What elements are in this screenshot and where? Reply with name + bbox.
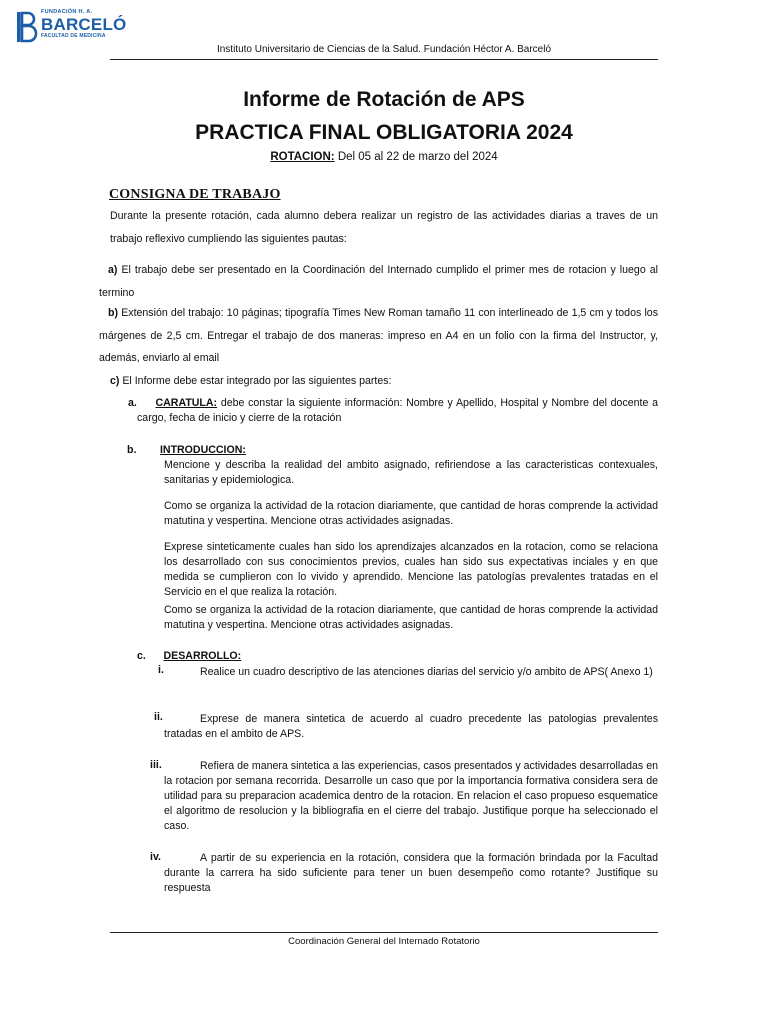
part-c-label: DESARROLLO: <box>163 650 242 662</box>
footer-divider <box>110 932 658 933</box>
logo-fundacion: FUNDACIÓN H. A. <box>41 9 93 15</box>
item-a <box>99 259 658 304</box>
logo-name: BARCELÓ <box>41 15 127 34</box>
part-c-marker: c. <box>137 650 146 662</box>
institution-logo <box>14 9 127 45</box>
part-caratula <box>128 396 658 426</box>
document-subtitle: PRACTICA FINAL OBLIGATORIA 2024 <box>195 121 573 144</box>
part-a-text: debe constar la siguiente información: Nombre y Apellido, Hospital y Nombre del docente a cargo, fecha de inicio y cierre de la rotación <box>137 397 658 424</box>
document-title: Informe de Rotación de APS <box>243 88 525 111</box>
logo-facultad: FACULTAD DE MEDICINA <box>41 33 106 39</box>
item-b <box>99 302 658 370</box>
desarrollo-iv-marker: iv. <box>150 851 161 863</box>
desarrollo-i-marker: i. <box>158 664 164 676</box>
desarrollo-ii-marker: ii. <box>154 711 163 723</box>
barcelo-logo-icon <box>14 11 38 43</box>
intro-paragraph-2: Como se organiza la actividad de la rotacion diariamente, que cantidad de horas comprende la actividad matutina y vespertina. Mencione otras actividades asignadas. <box>164 500 658 527</box>
rotation-dates <box>0 151 768 163</box>
item-a-marker: a) <box>108 264 118 276</box>
consigna-intro: Durante la presente rotación, cada alumno debera realizar un registro de las actividades diarias a traves de un trabajo reflexivo cumpliendo las siguientes pautas: <box>110 210 658 245</box>
desarrollo-ii-text: Exprese de manera sintetica de acuerdo al cuadro precedente las patologias prevalentes tratadas en el ambito de APS. <box>164 713 658 740</box>
desarrollo-i-text: Realice un cuadro descriptivo de las atenciones diarias del servicio y/o ambito de APS( Anexo 1) <box>200 666 653 678</box>
part-b-label: INTRODUCCION: <box>159 444 246 456</box>
part-a-marker: a. <box>128 397 137 409</box>
intro-paragraph-3: Exprese sinteticamente cuales han sido los aprendizajes alcanzados en la rotacion, como se relaciona los desarrollado con sus conocimientos previos, cuales han sido sus expectativas inciales y en que medida se cumplieron con lo vivido y aprendido. Mencione las patologías prevalentes tratadas en el Servicio en el que realiza la rotación. <box>164 541 658 598</box>
part-introduccion-heading <box>127 443 427 458</box>
logo-wordmark <box>41 9 126 40</box>
header-divider <box>110 59 658 60</box>
desarrollo-iii-marker: iii. <box>150 759 162 771</box>
item-c <box>110 374 658 389</box>
intro-paragraph-1: Mencione y describa la realidad del ambito asignado, refiriendose a las caracteristicas contexuales, sanitarias y epidemiologica. <box>164 459 658 486</box>
desarrollo-iv-text: A partir de su experiencia en la rotación, considera que la formación brindada por la Facultad durante la carrera ha sido suficiente para tener un buen desempeño como rotante? Justifique su respuesta <box>164 852 658 894</box>
item-c-marker: c) <box>110 375 120 387</box>
part-desarrollo-heading <box>137 649 437 664</box>
item-b-marker: b) <box>108 307 118 319</box>
rotation-range: Del 05 al 22 de marzo del 2024 <box>334 151 498 163</box>
header-institution: Instituto Universitario de Ciencias de la Salud. Fundación Héctor A. Barceló <box>216 44 552 55</box>
part-b-marker: b. <box>127 444 137 456</box>
part-a-label: CARATULA: <box>155 397 218 409</box>
section-heading-consigna: CONSIGNA DE TRABAJO <box>109 187 281 202</box>
footer-text: Coordinación General del Internado Rotatorio <box>288 936 480 947</box>
intro-paragraph-4: Como se organiza la actividad de la rotacion diariamente, que cantidad de horas comprende la actividad matutina y vespertina. Mencione otras actividades asignadas. <box>164 604 658 631</box>
item-b-text: Extensión del trabajo: 10 páginas; tipografía Times New Roman tamaño 11 con interlineado de 1,5 cm y todos los márgenes de 2,5 cm. Entregar el trabajo de dos maneras: impreso en A4 en un folio con la firma del Instructor, y, además, enviarlo al email <box>99 307 658 364</box>
desarrollo-iii-text: Refiera de manera sintetica a las experiencias, casos presentados y actividades desarrolladas en la rotacion por semana recorrida. Desarrolle un caso que por la importancia formativa considera sera de utilidad para su preparacion academica dentro de la rotacion. En relacion el caso propueso esquematice el algoritmo de resolucion y la bibliografia en el cierre del trabajo. Justifique porque ha seleccionado el caso. <box>164 760 658 832</box>
item-a-text: El trabajo debe ser presentado en la Coordinación del Internado cumplido el primer mes de rotacion y luego al termino <box>99 264 658 299</box>
item-c-text: El Informe debe estar integrado por las siguientes partes: <box>119 375 392 387</box>
rotation-label: ROTACION: <box>270 151 335 163</box>
